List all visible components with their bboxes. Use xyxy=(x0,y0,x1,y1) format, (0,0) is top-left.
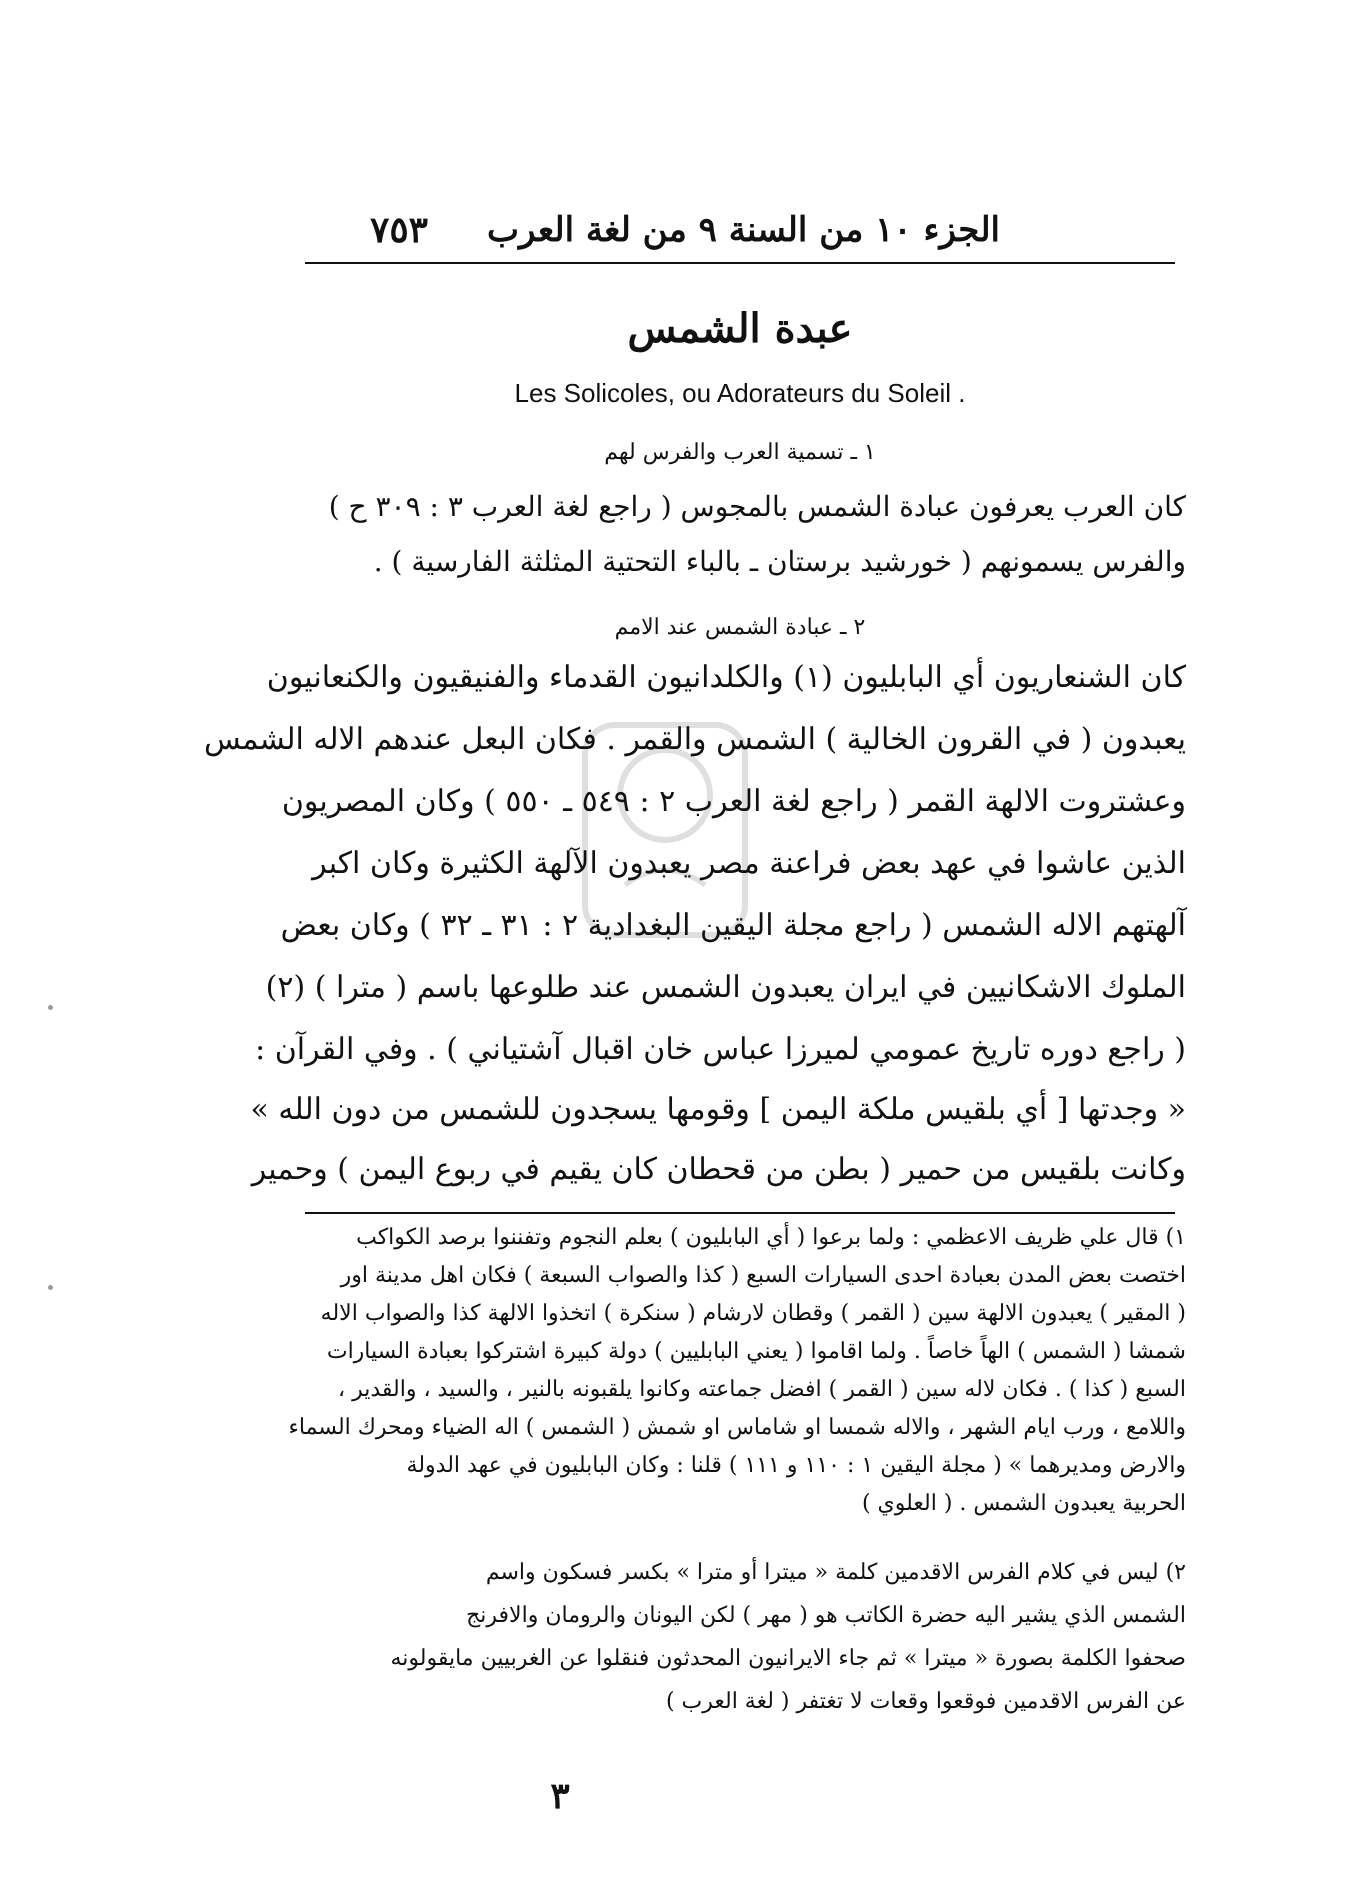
text-line: وعشتروت الالهة القمر ( راجع لغة العرب ٢ : ٥٤٩ ـ ٥٥٠ ) وكان المصريون xyxy=(281,784,1186,819)
footnote-line: شمشا ( الشمس ) الهاً خاصاً . ولما اقاموا ( يعني البابليين ) دولة كبيرة اشتركوا بعبادة السيارات xyxy=(326,1339,1186,1364)
article-latin-title: Les Solicoles, ou Adorateurs du Soleil . xyxy=(514,378,966,408)
footnote-line: ( المقير ) يعبدون الالهة سين ( القمر ) وقطان لارشام ( سنكرة ) اتخذوا الالهة كذا والصواب الاله xyxy=(320,1301,1186,1326)
text-line: الملوك الاشكانيين في ايران يعبدون الشمس عند طلوعها باسم ( مترا ) (٢) xyxy=(265,970,1186,1005)
text-line: « وجدتها [ أي بلقيس ملكة اليمن ] وقومها يسجدون للشمس من دون الله » xyxy=(250,1092,1186,1127)
text-line: كان الشنعاريون أي البابليون (١) والكلدانيون القدماء والفنيقيون والكنعانيون xyxy=(266,660,1186,695)
text-line: كان العرب يعرفون عبادة الشمس بالمجوس ( راجع لغة العرب ٣ : ٣٠٩ ح ) xyxy=(328,490,1186,523)
text-line: الذين عاشوا في عهد بعض فراعنة مصر يعبدون الآلهة الكثيرة وكان اكبر xyxy=(312,846,1186,881)
section-1-heading: ١ ـ تسمية العرب والفرس لهم xyxy=(604,440,876,465)
section-2-heading: ٢ ـ عبادة الشمس عند الامم xyxy=(614,615,866,640)
journal-issue-title: الجزء ١٠ من السنة ٩ من لغة العرب xyxy=(487,210,1000,250)
scan-speck xyxy=(48,1285,53,1290)
text-line: ( راجع دوره تاريخ عمومي لميرزا عباس خان اقبال آشتياني ) . وفي القرآن : xyxy=(255,1032,1186,1067)
footnote-line: صحفوا الكلمة بصورة « ميترا » ثم جاء الايرانيون المحدثون فنقلوا عن الغربيين مايقولونه xyxy=(390,1646,1186,1671)
scan-speck xyxy=(48,1005,53,1010)
page-number: ٧٥٣ xyxy=(370,209,429,251)
footnote-line: الشمس الذي يشير اليه حضرة الكاتب هو ( مهر ) لكن اليونان والرومان والافرنج xyxy=(466,1603,1186,1628)
text-line: وكانت بلقيس من حمير ( بطن من قحطان كان يقيم في ربوع اليمن ) وحمير xyxy=(251,1152,1186,1187)
text-line: آلهتهم الاله الشمس ( راجع مجلة اليقين البغدادية ٢ : ٣١ ـ ٣٢ ) وكان بعض xyxy=(280,908,1186,943)
footnote-line: عن الفرس الاقدمين فوقعوا وقعات لا تغتفر ( لغة العرب ) xyxy=(665,1689,1186,1714)
footnote-line: ١) قال علي ظريف الاعظمي : ولما برعوا ( أي البابليون ) بعلم النجوم وتفننوا برصد الكواكب xyxy=(356,1225,1186,1250)
text-line: يعبدون ( في القرون الخالية ) الشمس والقمر . فكان البعل عندهم الاله الشمس xyxy=(203,722,1186,757)
footnote-line: والارض ومديرهما » ( مجلة اليقين ١ : ١١٠ و ١١١ ) قلنا : وكان البابليون في عهد الدولة xyxy=(406,1453,1186,1478)
running-header xyxy=(370,200,1000,260)
header-rule xyxy=(305,262,1175,264)
footnote-line: ٢) ليس في كلام الفرس الاقدمين كلمة « ميترا أو مترا » بكسر فسكون واسم xyxy=(485,1560,1186,1585)
footnote-line: واللامع ، ورب ايام الشهر ، والاله شمسا او شاماس او شمش ( الشمس ) اله الضياء ومحرك السماء xyxy=(288,1415,1186,1440)
footnote-rule xyxy=(305,1212,1175,1214)
article-title: عبدة الشمس xyxy=(627,305,853,352)
text-line: والفرس يسمونهم ( خورشيد برستان ـ بالباء التحتية المثلثة الفارسية ) . xyxy=(373,545,1186,578)
footnote-line: اختصت بعض المدن بعبادة احدى السيارات السبع ( كذا والصواب السبعة ) فكان اهل مدينة اور xyxy=(340,1263,1186,1288)
footnote-line: الحربية يعبدون الشمس . ( العلوي ) xyxy=(861,1491,1186,1516)
footnote-line: السبع ( كذا ) . فكان لاله سين ( القمر ) افضل جماعته وكانوا يلقبونه بالنير ، والسيد ، والقدير ، xyxy=(338,1377,1186,1402)
page-marker: ٣ xyxy=(550,1775,570,1817)
